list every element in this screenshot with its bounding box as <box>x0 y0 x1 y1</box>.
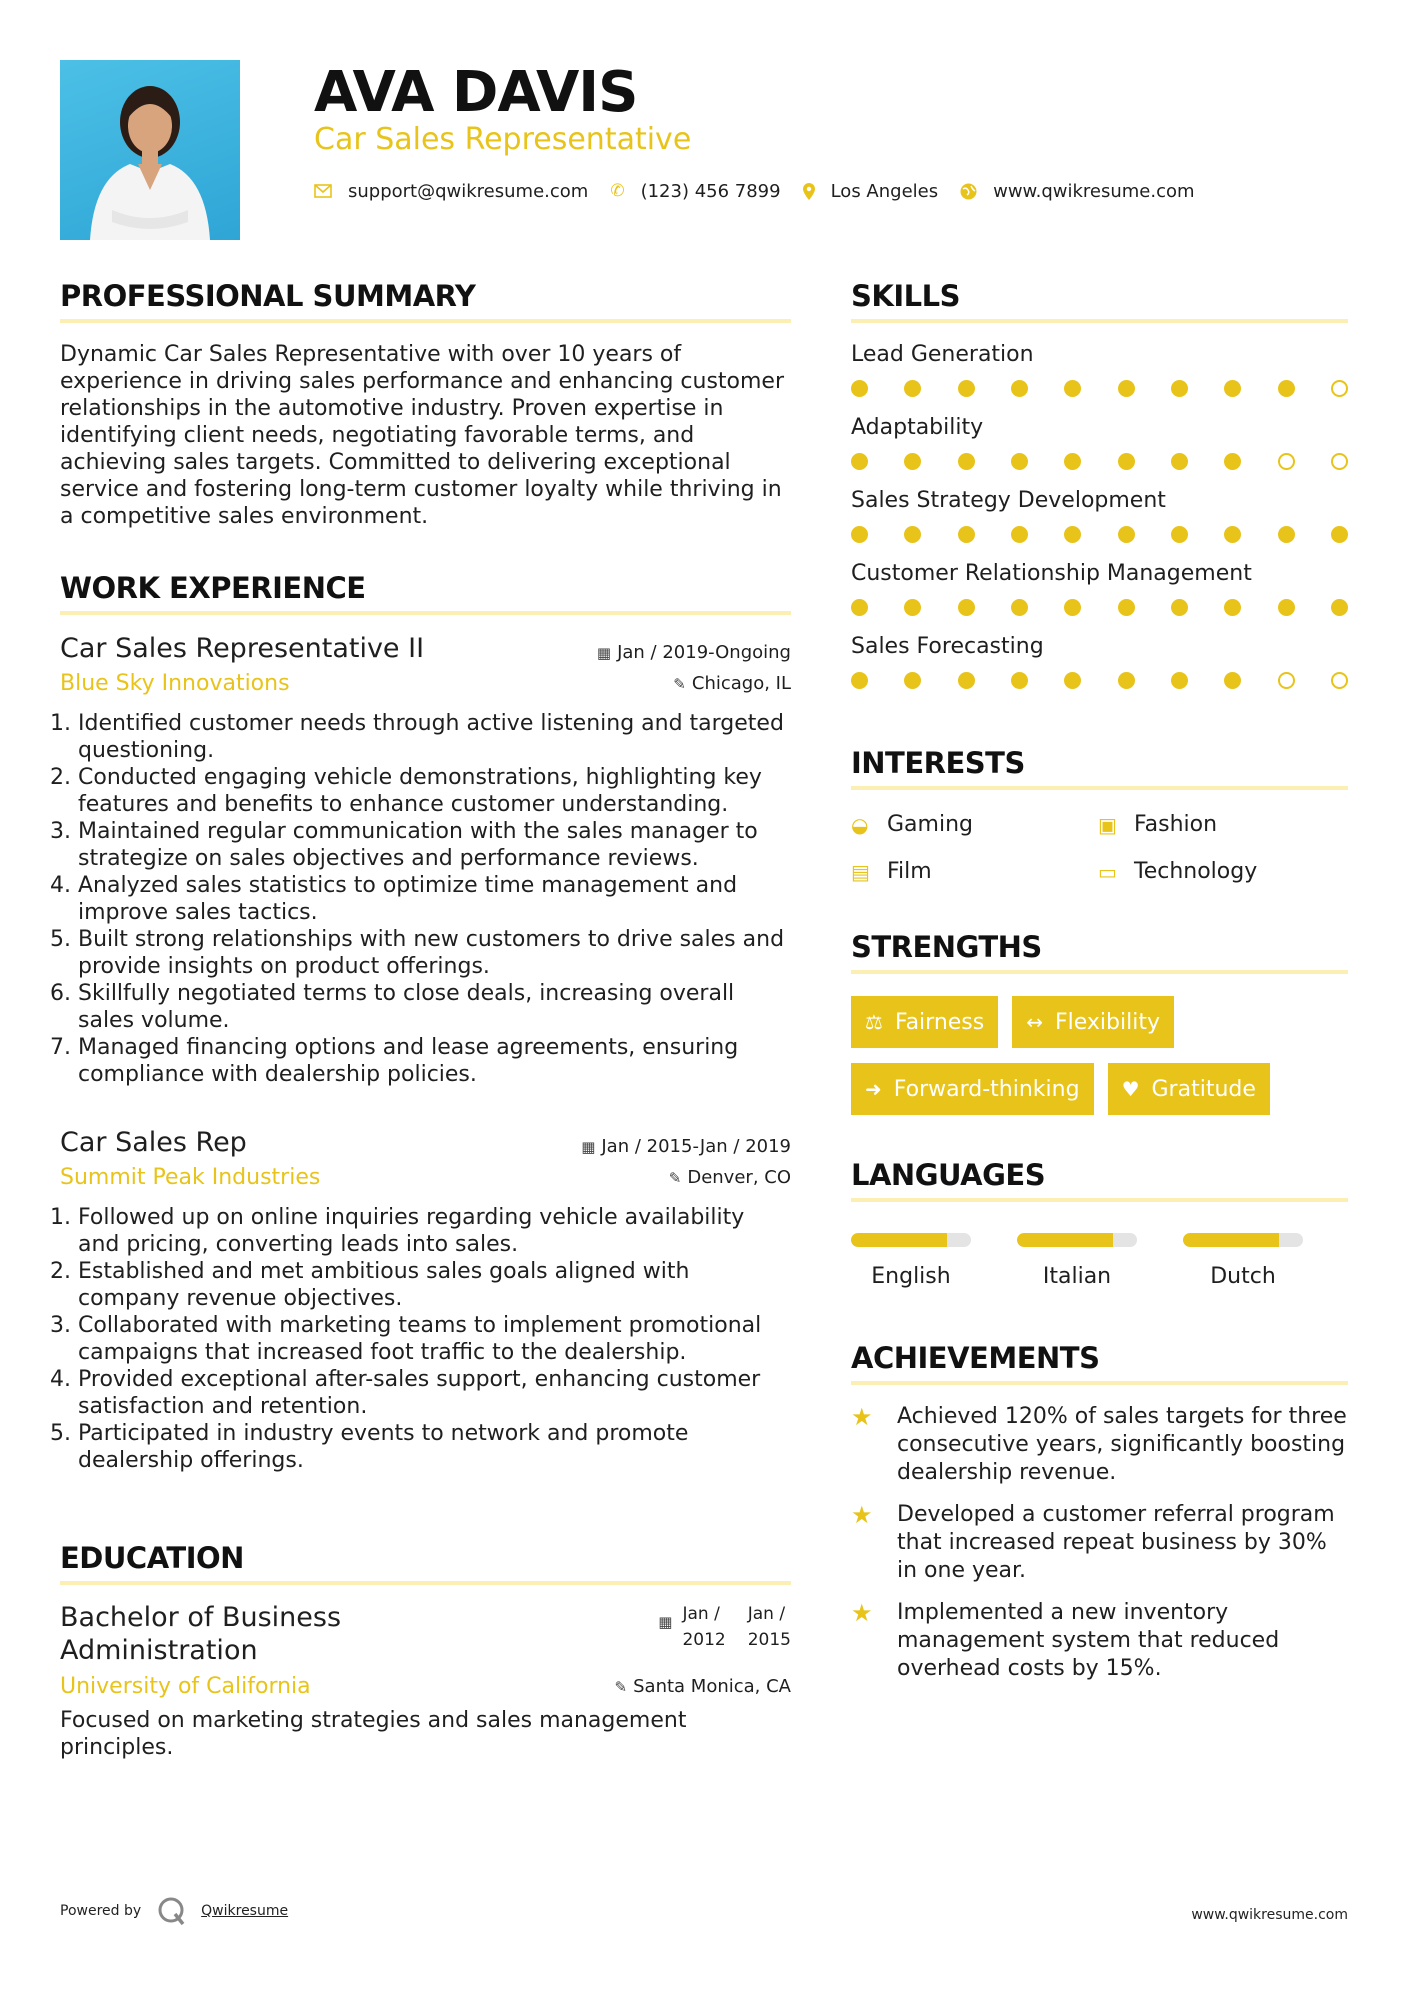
calendar-icon: ▦ <box>581 1138 596 1156</box>
interest-label: Fashion <box>1134 812 1218 837</box>
language-item <box>851 1233 971 1291</box>
skill-item <box>851 560 1348 617</box>
pin-icon: ✎ <box>668 1169 682 1187</box>
list-item: 2. Conducted engaging vehicle demonstrations, highlighting key features and benefits to enhance customer understanding. <box>78 764 791 818</box>
job-bullets <box>60 1204 791 1474</box>
skill-item <box>851 341 1348 398</box>
strengths-section <box>851 929 1348 1115</box>
strength-tag <box>851 996 998 1048</box>
rating-dot-filled <box>1171 453 1188 470</box>
powered-by-label: Powered by <box>60 1903 142 1919</box>
skill-rating <box>851 524 1348 544</box>
interest-label: Gaming <box>887 812 973 837</box>
section-divider <box>851 970 1348 974</box>
contact-website[interactable]: www.qwikresume.com <box>993 180 1195 202</box>
achievements-list <box>851 1403 1348 1683</box>
rating-dot-empty <box>1278 453 1295 470</box>
rating-dot-filled <box>851 672 868 689</box>
contact-location: Los Angeles <box>830 180 939 202</box>
rating-dot-filled <box>904 599 921 616</box>
skill-name: Adaptability <box>851 415 984 440</box>
section-divider <box>851 1198 1348 1202</box>
phone-icon: ✆ <box>610 181 625 201</box>
skill-item <box>851 487 1348 544</box>
skill-name: Sales Strategy Development <box>851 488 1166 513</box>
rating-dot-filled <box>1118 453 1135 470</box>
job-location <box>673 672 791 696</box>
candidate-name: AVA DAVIS <box>314 60 638 125</box>
language-level-bar <box>1183 1233 1303 1247</box>
interests-heading: INTERESTS <box>851 746 1025 780</box>
strengths-heading: STRENGTHS <box>851 930 1042 964</box>
job-dates-text: Jan / 2019-Ongoing <box>617 642 791 663</box>
section-divider <box>60 611 791 615</box>
interest-label: Film <box>887 859 932 884</box>
education-end-year: 2015 <box>747 1630 791 1650</box>
arrow-right-icon: ➜ <box>865 1077 882 1101</box>
skill-item <box>851 633 1348 690</box>
contact-email[interactable]: support@qwikresume.com <box>348 180 589 202</box>
languages-section <box>851 1157 1348 1291</box>
calendar-icon: ▦ <box>596 644 612 662</box>
arrows-horizontal-icon: ↔ <box>1026 1010 1043 1034</box>
skills-section <box>851 278 1348 690</box>
education-end <box>748 1601 791 1653</box>
rating-dot-filled <box>1224 380 1241 397</box>
section-divider <box>60 319 791 323</box>
rating-dot-filled <box>1331 599 1348 616</box>
list-item: 7. Managed financing options and lease agreements, ensuring compliance with dealership policies. <box>78 1034 791 1088</box>
rating-dot-filled <box>1224 526 1241 543</box>
achievement-item <box>851 1599 1348 1683</box>
rating-dot-filled <box>1118 380 1135 397</box>
language-name: Italian <box>1042 1264 1112 1289</box>
strength-label: Forward-thinking <box>893 1076 1080 1102</box>
achievements-section <box>851 1340 1348 1683</box>
job-bullets <box>60 710 791 1088</box>
rating-dot-filled <box>958 380 975 397</box>
skills-heading: SKILLS <box>851 279 960 313</box>
rating-dot-filled <box>1011 526 1028 543</box>
strength-label: Flexibility <box>1055 1009 1160 1035</box>
heart-icon: ♥ <box>1121 1077 1140 1101</box>
section-divider <box>60 1581 791 1585</box>
interest-item <box>1098 811 1348 839</box>
interest-item <box>1098 858 1348 886</box>
job-title: Car Sales Representative II <box>60 633 425 664</box>
interests-section <box>851 745 1348 886</box>
section-divider <box>851 319 1348 323</box>
map-marker-icon <box>803 183 815 200</box>
job-dates <box>597 641 791 665</box>
rating-dot-filled <box>958 599 975 616</box>
summary-heading: PROFESSIONAL SUMMARY <box>60 279 476 313</box>
list-item: 1. Identified customer needs through active listening and targeted questioning. <box>78 710 791 764</box>
language-level-bar <box>1017 1233 1137 1247</box>
rating-dot-filled <box>851 453 868 470</box>
section-divider <box>851 786 1348 790</box>
summary-section <box>60 278 791 530</box>
star-icon: ★ <box>851 1501 873 1529</box>
education-start-year: 2012 <box>682 1630 726 1650</box>
job-dates <box>581 1135 791 1159</box>
qwikresume-logo-icon <box>157 1896 187 1926</box>
job-title: Car Sales Rep <box>60 1127 247 1158</box>
shopping-bag-icon: ▣ <box>1098 813 1117 837</box>
education-location-text: Santa Monica, CA <box>633 1676 791 1697</box>
achievement-text: Achieved 120% of sales targets for three consecutive years, significantly boosting dealership revenue. <box>897 1404 1347 1485</box>
education-degree: Bachelor of Business Administration <box>60 1602 342 1666</box>
brand-link[interactable]: Qwikresume <box>201 1903 289 1919</box>
language-name: Dutch <box>1210 1264 1276 1289</box>
rating-dot-filled <box>1118 526 1135 543</box>
list-item: 5. Built strong relationships with new customers to drive sales and provide insights on product offerings. <box>78 926 791 980</box>
rating-dot-empty <box>1331 672 1348 689</box>
skill-name: Customer Relationship Management <box>851 561 1252 586</box>
balance-scale-icon: ⚖ <box>865 1010 883 1034</box>
rating-dot-filled <box>1064 453 1081 470</box>
rating-dot-filled <box>1278 380 1295 397</box>
film-icon: ▤ <box>851 860 870 884</box>
footer-powered <box>60 1896 288 1926</box>
interest-label: Technology <box>1134 859 1258 884</box>
strength-label: Gratitude <box>1151 1076 1256 1102</box>
rating-dot-filled <box>1278 599 1295 616</box>
language-name: English <box>871 1264 951 1289</box>
job-dates-text: Jan / 2015-Jan / 2019 <box>601 1136 791 1157</box>
list-item: 2. Established and met ambitious sales goals aligned with company revenue objectives. <box>78 1258 791 1312</box>
rating-dot-filled <box>904 380 921 397</box>
languages-heading: LANGUAGES <box>851 1158 1046 1192</box>
pin-icon: ✎ <box>673 675 686 693</box>
rating-dot-filled <box>1011 453 1028 470</box>
education-description: Focused on marketing strategies and sales management principles. <box>60 1708 687 1760</box>
language-item <box>1183 1233 1303 1291</box>
rating-dot-filled <box>1171 672 1188 689</box>
rating-dot-filled <box>851 599 868 616</box>
strength-tag <box>1108 1063 1270 1115</box>
rating-dot-filled <box>1171 380 1188 397</box>
star-icon: ★ <box>851 1599 873 1627</box>
achievement-item <box>851 1501 1348 1585</box>
list-item: 4. Provided exceptional after-sales support, enhancing customer satisfaction and retention. <box>78 1366 791 1420</box>
list-item: 3. Collaborated with marketing teams to implement promotional campaigns that increased foot traffic to the dealership. <box>78 1312 791 1366</box>
education-school: University of California <box>60 1674 311 1699</box>
rating-dot-filled <box>1118 672 1135 689</box>
language-level-bar <box>851 1233 971 1247</box>
star-icon: ★ <box>851 1403 873 1431</box>
rating-dot-filled <box>851 380 868 397</box>
strength-label: Fairness <box>894 1009 985 1035</box>
globe-icon <box>960 183 977 200</box>
contact-bar <box>314 178 1217 204</box>
list-item: 5. Participated in industry events to network and promote dealership offerings. <box>78 1420 791 1474</box>
rating-dot-filled <box>904 453 921 470</box>
rating-dot-filled <box>1064 672 1081 689</box>
rating-dot-filled <box>1011 599 1028 616</box>
skill-name: Lead Generation <box>851 342 1034 367</box>
rating-dot-empty <box>1331 453 1348 470</box>
skill-rating <box>851 451 1348 471</box>
rating-dot-empty <box>1331 380 1348 397</box>
rating-dot-empty <box>1278 672 1295 689</box>
job-company: Blue Sky Innovations <box>60 671 290 696</box>
job-entry <box>60 632 791 1088</box>
candidate-role: Car Sales Representative <box>314 122 692 157</box>
envelope-icon <box>314 184 332 198</box>
rating-dot-filled <box>1224 453 1241 470</box>
education-section <box>60 1540 791 1761</box>
rating-dot-filled <box>1171 599 1188 616</box>
gamepad-icon: ◒ <box>851 813 869 837</box>
job-company: Summit Peak Industries <box>60 1165 321 1190</box>
skill-rating <box>851 670 1348 690</box>
strength-tag <box>1012 996 1174 1048</box>
laptop-icon: ▭ <box>1098 860 1117 884</box>
rating-dot-filled <box>1171 526 1188 543</box>
achievement-text: Developed a customer referral program that increased repeat business by 30% in one year. <box>897 1502 1335 1583</box>
education-dates <box>658 1601 791 1653</box>
achievement-item <box>851 1403 1348 1487</box>
rating-dot-filled <box>1011 380 1028 397</box>
section-divider <box>851 1381 1348 1385</box>
rating-dot-filled <box>1224 599 1241 616</box>
rating-dot-filled <box>1064 380 1081 397</box>
education-heading: EDUCATION <box>60 1541 244 1575</box>
list-item: 1. Followed up on online inquiries regarding vehicle availability and pricing, converting leads into sales. <box>78 1204 791 1258</box>
rating-dot-filled <box>1064 526 1081 543</box>
skills-list <box>851 341 1348 690</box>
rating-dot-filled <box>1118 599 1135 616</box>
experience-heading: WORK EXPERIENCE <box>60 571 366 605</box>
job-location-text: Denver, CO <box>687 1167 791 1188</box>
education-start-month: Jan / <box>682 1604 720 1624</box>
achievements-heading: ACHIEVEMENTS <box>851 1341 1100 1375</box>
education-start <box>682 1601 725 1653</box>
rating-dot-filled <box>958 672 975 689</box>
skill-rating <box>851 378 1348 398</box>
language-level-fill <box>1183 1233 1279 1247</box>
language-level-fill <box>1017 1233 1113 1247</box>
rating-dot-filled <box>1224 672 1241 689</box>
education-location <box>615 1675 791 1699</box>
list-item: 3. Maintained regular communication with the sales manager to strategize on sales objectives and performance reviews. <box>78 818 791 872</box>
rating-dot-filled <box>1064 599 1081 616</box>
job-entry <box>60 1126 791 1474</box>
rating-dot-filled <box>851 526 868 543</box>
list-item: 6. Skillfully negotiated terms to close deals, increasing overall sales volume. <box>78 980 791 1034</box>
language-level-fill <box>851 1233 947 1247</box>
skill-item <box>851 414 1348 471</box>
experience-section <box>60 570 791 615</box>
list-item: 4. Analyzed sales statistics to optimize time management and improve sales tactics. <box>78 872 791 926</box>
languages-list <box>851 1233 1348 1291</box>
rating-dot-filled <box>904 672 921 689</box>
footer-url[interactable]: www.qwikresume.com <box>1191 1907 1348 1923</box>
strengths-row <box>851 996 1348 1048</box>
language-item <box>1017 1233 1137 1291</box>
rating-dot-filled <box>958 526 975 543</box>
job-location-text: Chicago, IL <box>691 673 791 694</box>
profile-photo <box>60 60 240 240</box>
calendar-icon: ▦ <box>658 1613 673 1631</box>
rating-dot-filled <box>1011 672 1028 689</box>
strength-tag <box>851 1063 1094 1115</box>
skill-rating <box>851 597 1348 617</box>
education-end-month: Jan / <box>747 1604 786 1624</box>
interests-grid <box>851 811 1348 886</box>
pin-icon: ✎ <box>614 1678 628 1696</box>
rating-dot-filled <box>1278 526 1295 543</box>
summary-text: Dynamic Car Sales Representative with over 10 years of experience in driving sales performance and enhancing customer relationships in the automotive industry. Proven expertise in identifying client needs, negotiating favorable terms, and achieving sales targets. Committed to delivering exceptional service and fostering long-term customer loyalty while thriving in a competitive sales environment. <box>60 342 785 529</box>
achievement-text: Implemented a new inventory management system that reduced overhead costs by 15%. <box>897 1600 1280 1681</box>
interest-item <box>851 858 1098 886</box>
rating-dot-filled <box>904 526 921 543</box>
interest-item <box>851 811 1098 839</box>
strengths-row <box>851 1063 1348 1115</box>
skill-name: Sales Forecasting <box>851 634 1044 659</box>
job-location <box>669 1166 791 1190</box>
contact-phone[interactable]: (123) 456 7899 <box>640 180 781 202</box>
rating-dot-filled <box>958 453 975 470</box>
rating-dot-filled <box>1331 526 1348 543</box>
